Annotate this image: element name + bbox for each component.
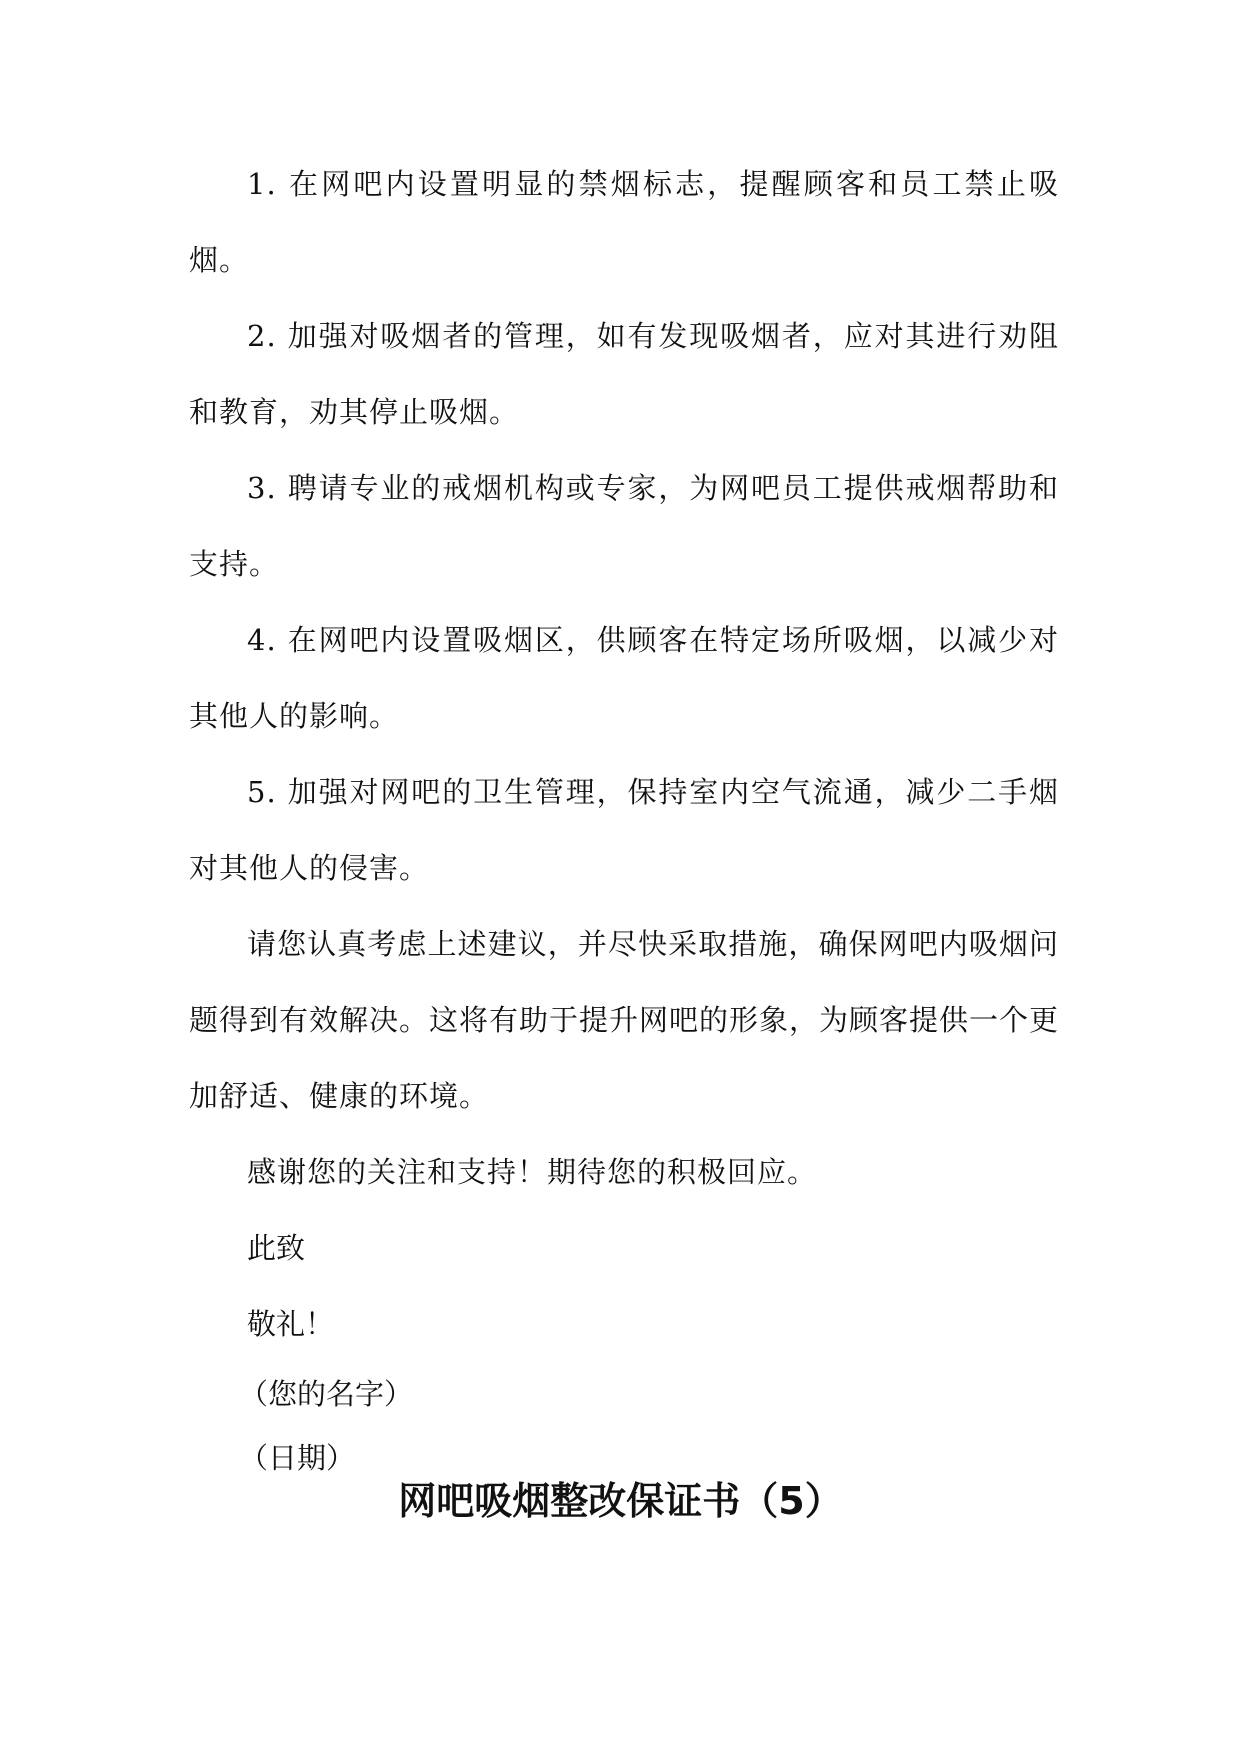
signature-date: （日期）	[239, 1441, 356, 1475]
document-body	[189, 146, 1059, 1490]
closing-regards: 敬礼！	[247, 1307, 335, 1341]
paragraph-item-3: 3. 聘请专业的戒烟机构或专家，为网吧员工提供戒烟帮助和支持。	[189, 471, 1059, 581]
signature-name: （您的名字）	[239, 1377, 414, 1411]
paragraph-item-2: 2. 加强对吸烟者的管理，如有发现吸烟者，应对其进行劝阻和教育，劝其停止吸烟。	[189, 319, 1059, 429]
paragraph-item-4: 4. 在网吧内设置吸烟区，供顾客在特定场所吸烟，以减少对其他人的影响。	[189, 623, 1059, 733]
paragraph-request: 请您认真考虑上述建议，并尽快采取措施，确保网吧内吸烟问题得到有效解决。这将有助于提升网吧的形象，为顾客提供一个更加舒适、健康的环境。	[189, 927, 1060, 1113]
paragraph-item-5: 5. 加强对网吧的卫生管理，保持室内空气流通，减少二手烟对其他人的侵害。	[189, 775, 1059, 885]
paragraph-thanks: 感谢您的关注和支持！期待您的积极回应。	[247, 1155, 818, 1189]
next-section-title: 网吧吸烟整改保证书（5）	[398, 1479, 843, 1523]
paragraph-item-1: 1. 在网吧内设置明显的禁烟标志，提醒顾客和员工禁止吸烟。	[189, 167, 1059, 277]
closing-salutation: 此致	[247, 1231, 306, 1265]
